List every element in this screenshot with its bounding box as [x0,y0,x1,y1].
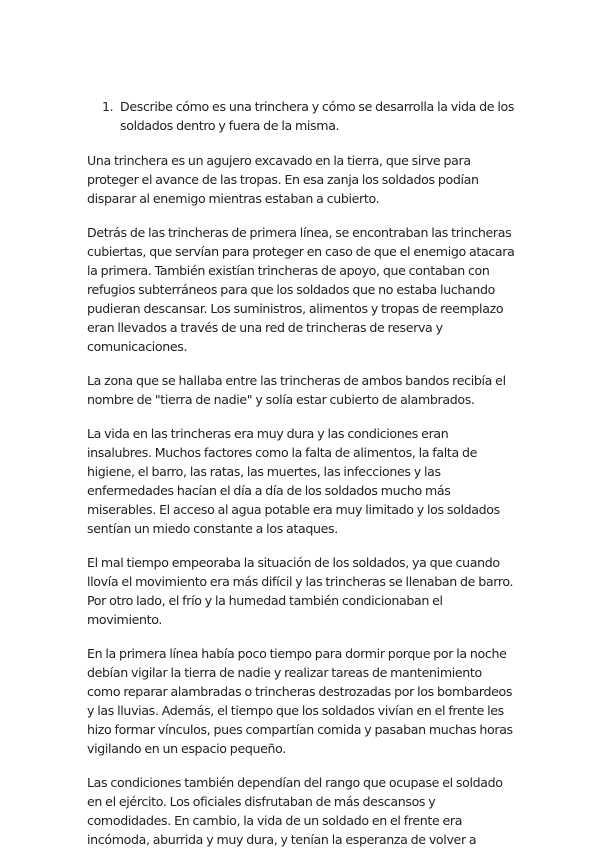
question-number: 1. [102,99,114,114]
paragraph-living-conditions: La vida en las trincheras era muy dura y las condiciones eran insalubres. Muchos factores como la falta de alimentos, la falta de higiene, el barro, las ratas, las muertes, las infecciones y las enfermedades hacían el día a día de los soldados mucho más miserables. El acceso al agua potable era muy limitado y los soldados sentían un miedo constante a los ataques. [87,426,500,536]
document-body [87,97,515,864]
paragraph-trench-types: Detrás de las trincheras de primera línea, se encontraban las trincheras cubiertas, que servían para proteger en caso de que el enemigo atacara la primera. También existían trincheras de apoyo, que contaban con refugios subterráneos para que los soldados que no estaba luchando pudieran descansar. Los suministros, alimentos y tropas de reemplazo eran llevados a través de una red de trincheras de reserva y comunicaciones. [87,225,515,354]
paragraph-weather: El mal tiempo empeoraba la situación de los soldados, ya que cuando llovía el movimiento era más difícil y las trincheras se llenaban de barro. Por otro lado, el frío y la humedad también condicionaban el movimiento. [87,555,514,627]
question-item [87,97,515,135]
question-text: Describe cómo es una trinchera y cómo se desarrolla la vida de los soldados dentro y fuera de la misma. [120,99,515,133]
paragraph-front-line: En la primera línea había poco tiempo para dormir porque por la noche debían vigilar la tierra de nadie y realizar tareas de mantenimiento como reparar alambradas o trincheras destrozadas por los bombardeos y las lluvias. Además, el tiempo que los soldados vivían en el frente les hizo formar vínculos, pues compartían comida y pasaban muchas horas vigilando en un espacio pequeño. [87,646,513,756]
paragraph-trench-definition: Una trinchera es un agujero excavado en la tierra, que sirve para proteger el avance de las tropas. En esa zanja los soldados podían disparar al enemigo mientras estaban a cubierto. [87,153,479,206]
paragraph-rank: Las condiciones también dependían del rango que ocupase el soldado en el ejército. Los oficiales disfrutaban de más descansos y comodidades. En cambio, la vida de un soldado en el frente era incómoda, aburrida y muy dura, y tenían la esperanza de volver a [87,775,503,847]
paragraph-no-mans-land: La zona que se hallaba entre las trincheras de ambos bandos recibía el nombre de "tierra de nadie" y solía estar cubierto de alambrados. [87,373,506,407]
